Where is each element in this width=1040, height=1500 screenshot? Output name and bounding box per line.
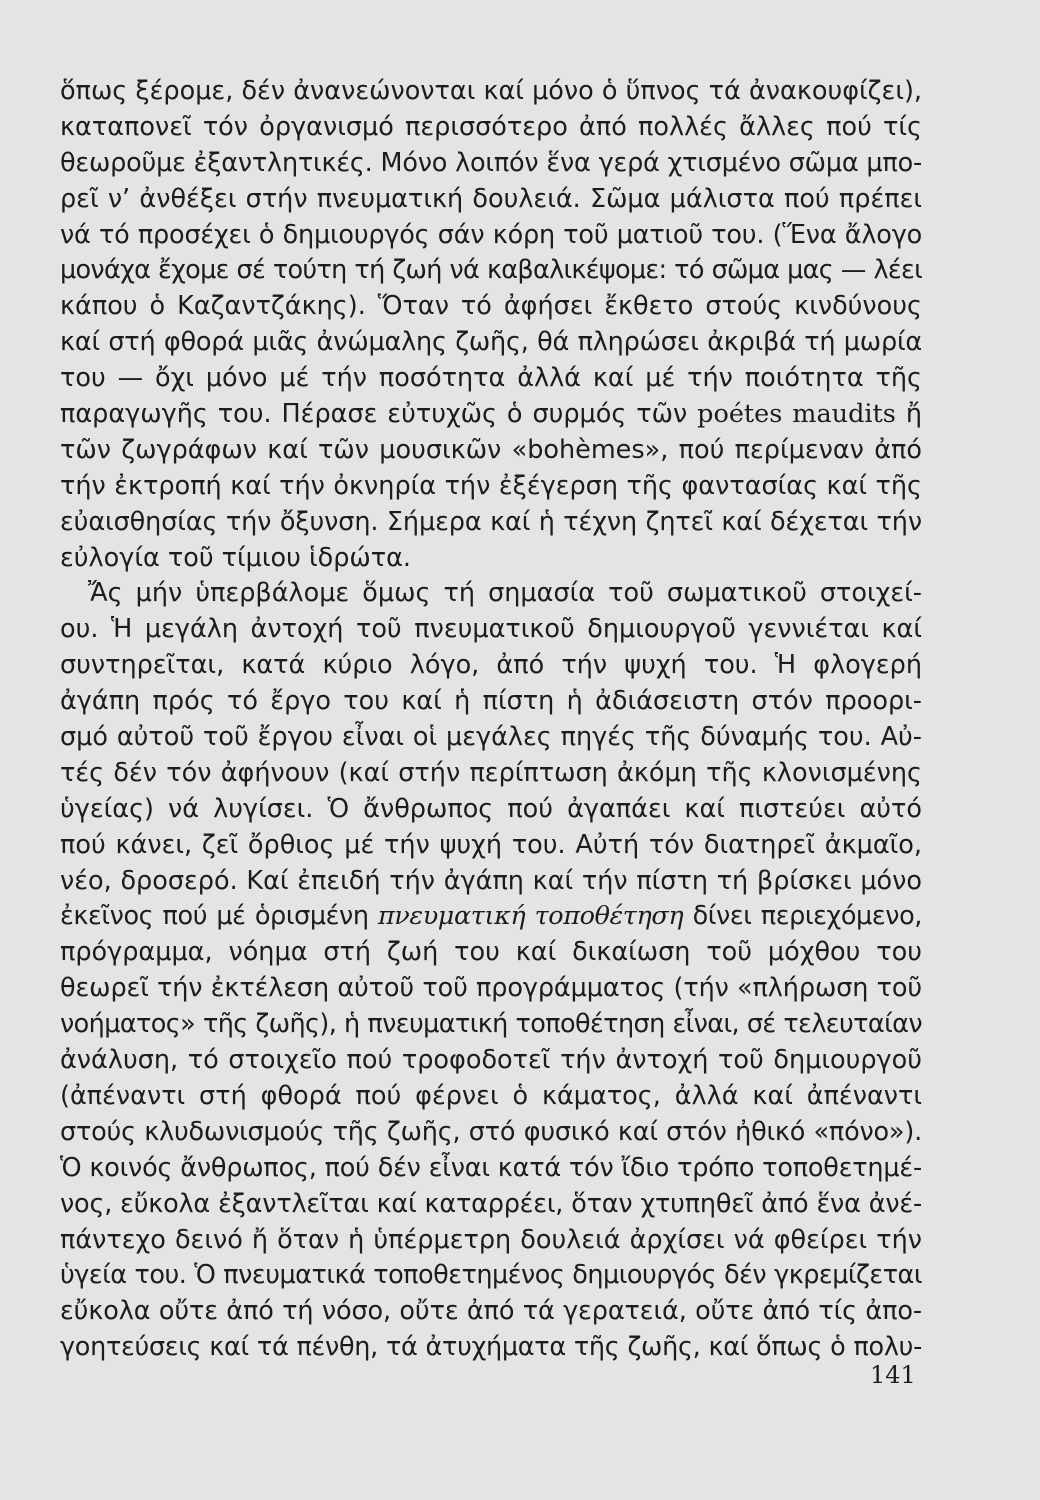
text-line: ὅπως ξέρομε, δέν ἀνανεώνονται καί μόνο ὁ ὕπνος τά ἀνακουφίζει), bbox=[60, 76, 922, 106]
text-line bbox=[60, 899, 922, 935]
text-line: Ἄς μήν ὑπερβάλομε ὅμως τή σημασία τοῦ σωματικοῦ στοιχεί- bbox=[88, 578, 922, 609]
text-segment: παραγωγῆς του. Πέρασε εὐτυχῶς ὁ συρμός τῶν bbox=[60, 399, 698, 430]
text-segment: δίνει περιεχόμενο, bbox=[683, 901, 922, 932]
text-line: θεωροῦμε ἐξαντλητικές. Μόνο λοιπόν ἕνα γερά χτισμένο σῶμα μπο- bbox=[60, 147, 922, 178]
latin-phrase: poétes maudits bbox=[697, 399, 896, 430]
text-line: καί στή φθορά μιᾶς ἀνώμαλης ζωῆς, θά πληρώσει ἀκριβά τή μωρία bbox=[60, 327, 922, 358]
text-line: συντηρεῖται, κατά κύριο λόγο, ἀπό τήν ψυχή του. Ἡ φλογερή bbox=[60, 650, 922, 681]
text-line: γοητεύσεις καί τά πένθη, τά ἀτυχήματα τῆς ζωῆς, καί ὅπως ὁ πολυ- bbox=[60, 1332, 922, 1363]
text-segment: ἤ bbox=[895, 399, 922, 430]
text-line: σμό αὐτοῦ τοῦ ἔργου εἶναι οἱ μεγάλες πηγές τῆς δύναμής του. Αὐ- bbox=[60, 722, 922, 753]
text-line: τῶν ζωγράφων καί τῶν μουσικῶν «bohèmes», πού περίμεναν ἀπό bbox=[60, 434, 922, 465]
text-line: ρεῖ ν’ ἀνθέξει στήν πνευματική δουλειά. Σῶμα μάλιστα πού πρέπει bbox=[60, 183, 922, 214]
text-line: στούς κλυδωνισμούς τῆς ζωῆς, στό φυσικό καί στόν ἠθικό «πόνο»). bbox=[60, 1116, 922, 1147]
text-line: καταπονεῖ τόν ὀργανισμό περισσότερο ἀπό πολλές ἄλλες πού τίς bbox=[60, 111, 922, 142]
text-line: νοήματος» τῆς ζωῆς), ἡ πνευματική τοποθέτηση εἶναι, σέ τελευταίαν bbox=[60, 1009, 922, 1040]
text-line: μονάχα ἔχομε σέ τούτη τή ζωή νά καβαλικέψομε: τό σῶμα μας — λέει bbox=[60, 255, 922, 286]
text-line: εὔκολα οὔτε ἀπό τή νόσο, οὔτε ἀπό τά γερατειά, οὔτε ἀπό τίς ἀπο- bbox=[60, 1296, 922, 1327]
text-line: τές δέν τόν ἀφήνουν (καί στήν περίπτωση ἀκόμη τῆς κλονισμένης bbox=[60, 757, 922, 788]
text-line: ὑγείας) νά λυγίσει. Ὁ ἄνθρωπος πού ἀγαπάει καί πιστεύει αὐτό bbox=[60, 793, 922, 824]
text-line: κάπου ὁ Καζαντζάκης). Ὅταν τό ἀφήσει ἔκθετο στούς κινδύνους bbox=[60, 291, 922, 322]
text-line: ἀνάλυση, τό στοιχεῖο πού τροφοδοτεῖ τήν ἀντοχή τοῦ δημιουργοῦ bbox=[60, 1045, 922, 1076]
text-line: ὑγεία του. Ὁ πνευματικά τοποθετημένος δημιουργός δέν γκρεμίζεται bbox=[60, 1260, 922, 1291]
text-line: εὐαισθησίας τήν ὄξυνση. Σήμερα καί ἡ τέχνη ζητεῖ καί δέχεται τήν bbox=[60, 506, 922, 537]
text-line: πρόγραμμα, νόημα στή ζωή του καί δικαίωση τοῦ μόχθου του bbox=[60, 937, 922, 968]
text-line: εὐλογία τοῦ τίμιου ἱδρώτα. bbox=[60, 542, 412, 573]
text-segment: ἐκεῖνος πού μέ ὁρισμένη bbox=[60, 901, 378, 932]
body-text bbox=[60, 74, 922, 1366]
text-line: Ὁ κοινός ἄνθρωπος, πού δέν εἶναι κατά τόν ἴδιο τρόπο τοποθετημέ- bbox=[60, 1152, 922, 1183]
text-line: πάντεχο δεινό ἤ ὅταν ἡ ὑπέρμετρη δουλειά ἀρχίσει νά φθείρει τήν bbox=[60, 1224, 922, 1255]
text-line: τήν ἐκτροπή καί τήν ὀκνηρία τήν ἐξέγερση τῆς φαντασίας καί τῆς bbox=[60, 470, 922, 501]
text-line: ἀγάπη πρός τό ἔργο του καί ἡ πίστη ἡ ἀδιάσειστη στόν προορι- bbox=[60, 686, 922, 717]
text-line: θεωρεῖ τήν ἐκτέλεση αὐτοῦ τοῦ προγράμματος (τήν «πλήρωση τοῦ bbox=[60, 973, 922, 1004]
text-line: πού κάνει, ζεῖ ὄρθιος μέ τήν ψυχή του. Αὐτή τόν διατηρεῖ ἀκμαῖο, bbox=[60, 829, 922, 860]
text-line: νος, εὔκολα ἐξαντλεῖται καί καταρρέει, ὅταν χτυπηθεῖ ἀπό ἕνα ἀνέ- bbox=[60, 1188, 922, 1219]
text-line: του — ὄχι μόνο μέ τήν ποσότητα ἀλλά καί μέ τήν ποιότητα τῆς bbox=[60, 363, 922, 394]
text-line: ου. Ἡ μεγάλη ἀντοχή τοῦ πνευματικοῦ δημιουργοῦ γεννιέται καί bbox=[60, 614, 922, 645]
text-line: νά τό προσέχει ὁ δημιουργός σάν κόρη τοῦ ματιοῦ του. (Ἕνα ἄλογο bbox=[60, 219, 922, 250]
text-line bbox=[60, 397, 922, 433]
text-line: (ἀπέναντι στή φθορά πού φέρνει ὁ κάματος, ἀλλά καί ἀπέναντι bbox=[60, 1080, 922, 1111]
text-line: νέο, δροσερό. Καί ἐπειδή τήν ἀγάπη καί τήν πίστη τή βρίσκει μόνο bbox=[60, 865, 922, 896]
italic-phrase: πνευματική τοποθέτηση bbox=[377, 901, 684, 932]
page-number: 141 bbox=[870, 1361, 916, 1389]
